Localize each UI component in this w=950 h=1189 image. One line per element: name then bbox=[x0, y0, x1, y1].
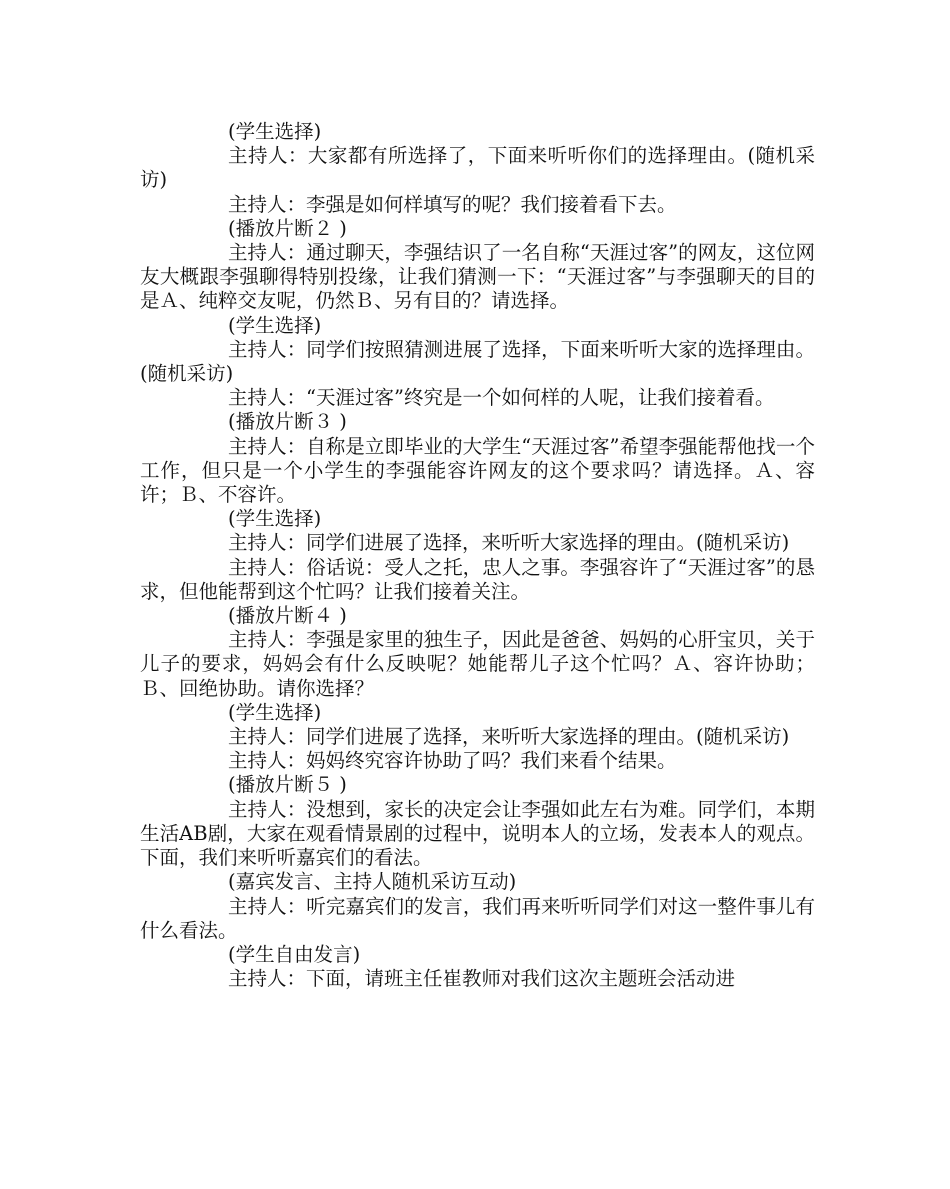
paragraph: 主持人：同学们进展了选择，来听听大家选择的理由。(随机采访) bbox=[228, 531, 790, 555]
paragraph: (学生自由发言) bbox=[228, 942, 361, 966]
paragraph: 主持人：同学们进展了选择，来听听大家选择的理由。(随机采访) bbox=[228, 725, 790, 749]
paragraph: (嘉宾发言、主持人随机采访互动) bbox=[228, 870, 517, 894]
paragraph: (学生选择) bbox=[228, 120, 322, 143]
paragraph: (播放片断３ ) bbox=[228, 410, 347, 434]
paragraph: (学生选择) bbox=[228, 700, 322, 724]
document-body bbox=[140, 120, 815, 991]
paragraph: (学生选择) bbox=[228, 507, 322, 531]
paragraph: (播放片断２ ) bbox=[228, 216, 347, 240]
paragraph: 主持人：下面，请班主任崔教师对我们这次主题班会活动进 bbox=[228, 967, 736, 991]
paragraph: 主持人：李强是家里的独生子，因此是爸爸、妈妈的心肝宝贝，关于儿子的要求，妈妈会有什么反映呢？她能帮儿子这个忙吗？Ａ、容许协助；Ｂ、回绝协助。请你选择？ bbox=[140, 628, 815, 700]
paragraph: 主持人：“天涯过客”终究是一个如何样的人呢，让我们接着看。 bbox=[228, 386, 775, 410]
paragraph: (学生选择) bbox=[228, 313, 322, 337]
paragraph: 主持人：同学们按照猜测进展了选择，下面来听听大家的选择理由。(随机采访) bbox=[140, 337, 815, 386]
paragraph: 主持人：通过聊天，李强结识了一名自称“天涯过客”的网友，这位网友大概跟李强聊得特别投缘，让我们猜测一下：“天涯过客”与李强聊天的目的是Ａ、纯粹交友呢，仍然Ｂ、另有目的？请选择。 bbox=[140, 241, 815, 313]
paragraph: 主持人：李强是如何样填写的呢？我们接着看下去。 bbox=[228, 192, 677, 216]
paragraph: 主持人：自称是立即毕业的大学生“天涯过客”希望李强能帮他找一个工作，但只是一个小学生的李强能容许网友的这个要求吗？请选择。Ａ、容许；Ｂ、不容许。 bbox=[140, 434, 815, 507]
paragraph: 主持人：没想到，家长的决定会让李强如此左右为难。同学们，本期生活AB剧，大家在观看情景剧的过程中，说明本人的立场，发表本人的观点。下面，我们来听听嘉宾们的看法。 bbox=[140, 797, 815, 870]
paragraph: 主持人：俗话说：受人之托，忠人之事。李强容许了“天涯过客”的恳求，但他能帮到这个忙吗？让我们接着关注。 bbox=[140, 555, 815, 603]
paragraph: (播放片断５ ) bbox=[228, 773, 347, 797]
paragraph: 主持人：听完嘉宾们的发言，我们再来听听同学们对这一整件事儿有什么看法。 bbox=[140, 894, 815, 942]
paragraph: (播放片断４ ) bbox=[228, 604, 347, 628]
paragraph: 主持人：大家都有所选择了，下面来听听你们的选择理由。(随机采访) bbox=[140, 144, 815, 192]
paragraph: 主持人：妈妈终究容许协助了吗？我们来看个结果。 bbox=[228, 749, 677, 773]
